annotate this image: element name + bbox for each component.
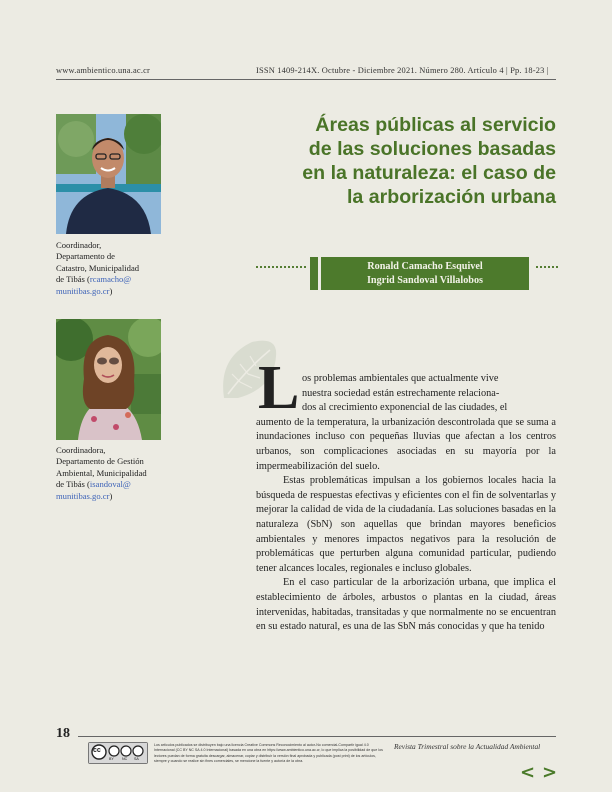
caption-text: ) [109,490,113,501]
paragraph: En el caso particular de la arborización urbana, que implica el establecimiento de árboles, arbustos o plantas en la ciudad, áreas intervenidas, habitadas, transitadas y que normalmente no se encuentran en su estado natural, es una de las SbN más conocidas y que ha tenido [256,577,556,633]
author-photo-1 [56,114,161,234]
title-line: la arborización urbana [346,186,556,208]
title-line: de las soluciones basadas [308,138,556,160]
author-2-email-domain[interactable]: munitibas.go.cr [56,490,110,501]
author-photo-2 [56,319,161,440]
page-number: 18 [56,726,70,741]
caption-line [56,274,168,285]
title-line: en la naturaleza: el caso de [302,162,556,184]
caption-text: ) [109,285,113,296]
caption-line: Coordinadora, [56,445,106,455]
caption-line: Coordinador, [56,240,102,250]
author-1-email-domain[interactable]: munitibas.go.cr [56,285,110,296]
cc-label: cc [93,747,101,754]
author-portrait-image [56,319,161,440]
next-page-button[interactable]: > [542,762,558,783]
article-title [226,113,556,209]
article-body [256,372,556,635]
author-band-stripe [310,257,318,290]
prev-page-button[interactable]: < [520,762,536,783]
drop-cap: L [258,354,300,422]
title-line: Áreas públicas al servicio [315,114,556,136]
author-1-email-link[interactable]: rcamacho@ [89,274,132,285]
dotted-divider-left [256,266,306,268]
author-2-caption [56,445,168,502]
caption-line: Ambiental, Municipalidad [56,467,147,478]
caption-line: Departamento de Gestión [56,456,144,467]
caption-line: Departamento de [56,251,115,262]
body-line: dos al crecimiento exponencial de las ciudades, el [302,402,508,414]
author-name: Ronald Camacho Esquivel [367,261,483,272]
paragraph: aumento de la temperatura, la urbanización descontrolada que se suma a inundaciones incluso con pequeñas lluvias que afectan a los centros urbanos, son complicaciones asociadas en su mayoría por la impermeabilización del suelo. [256,416,556,472]
caption-line [56,491,168,502]
author-name: Ingrid Sandoval Villalobos [366,274,484,286]
nc-label: NC [122,757,128,761]
first-line: os problemas ambientales que actualmente vive [302,373,499,384]
author-portrait-image [56,114,161,234]
sa-label: SA [134,757,139,761]
issue-info: ISSN 1409-214X. Octubre - Diciembre 2021. Número 280. Artículo 4 | Pp. 18-23 | [256,66,549,75]
journal-website[interactable]: www.ambientico.una.ac.cr [56,66,151,75]
dotted-divider-right [536,266,558,268]
header-rule [56,79,556,80]
author-1-caption [56,240,168,297]
paragraph: Estas problemáticas impulsan a los gobiernos locales hacia la búsqueda de respuestas efectivas y eficientes con el fin de solventarlas y mejorar la calidad de vida de la ciudadanía. Las soluciones basadas en la naturaleza (SbN) son aquellas que brindan mayores beneficios ambientales y menores impactos negativos para la resolución de problemáticas que perturben alguna comunidad particular, pudiendo tener alcances locales, regionales e incluso globales. [256,475,556,574]
cc-license-badge[interactable] [88,742,148,764]
caption-line [56,479,168,490]
caption-line: Catastro, Municipalidad [56,262,140,273]
author-2-email-link[interactable]: isandoval@ [89,479,131,490]
by-label: BY [109,757,114,761]
body-line: nuestra sociedad están estrechamente relaciona- [302,387,500,399]
journal-name: Revista Trimestral sobre la Actualidad Ambiental [394,742,541,751]
license-text: Los artículos publicados se distribuyen bajo una licencia Creative Commons Reconocimiento al autor-No comercial-Compartir igual 4.0 Internacional (CC BY NC SA 4.0 Internacional) basada en una obra en https://www.ambientico.una.ac.cr, lo que implica la posibilidad de que los lectores puedan de forma gratuita descargar, almacenar, copiar y distribuir la versión final aprobada y publicada (post print) de los artículos, siempre y cuando se realice sin fines comerciales, se mencione la fuente y autoría de la obra. [154,743,383,763]
caption-text: de Tibás ( [56,274,90,285]
caption-line [56,286,168,297]
author-band [321,257,529,290]
footer-rule [78,736,556,737]
caption-text: de Tibás ( [56,479,90,490]
